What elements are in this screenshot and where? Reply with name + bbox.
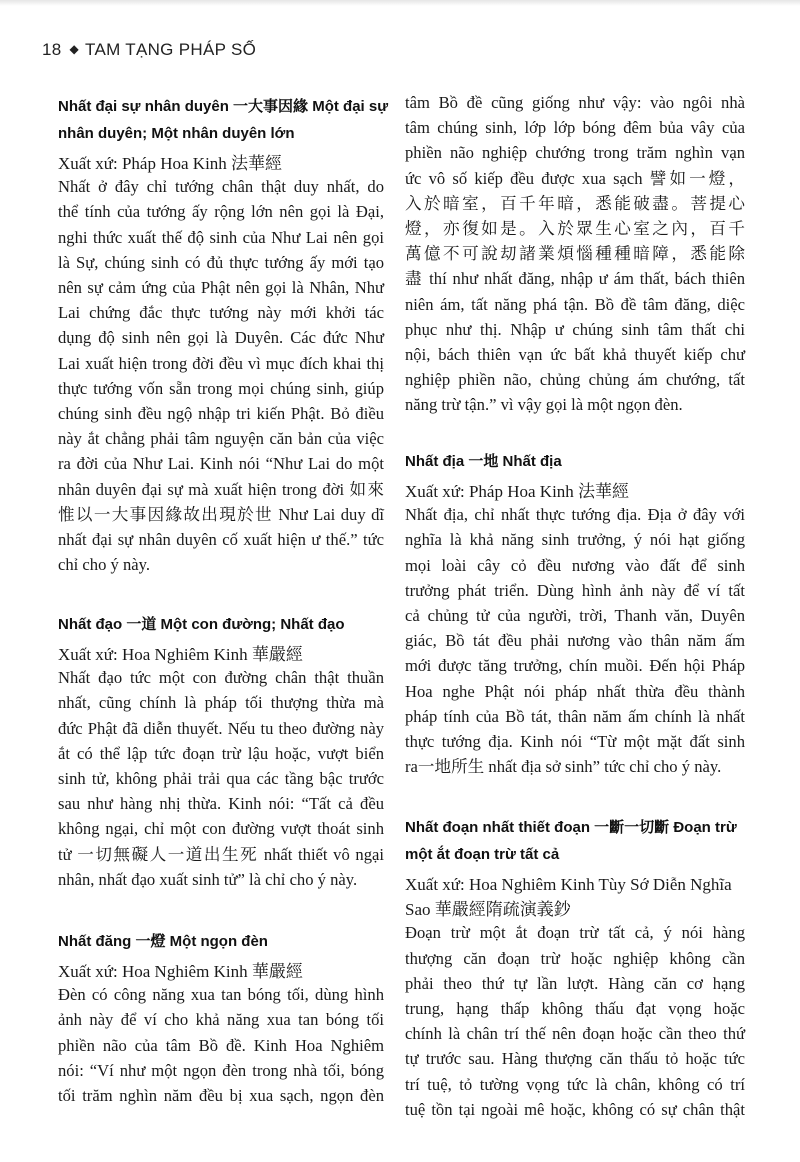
entry-source	[58, 642, 384, 667]
body-line: năng trừ tận.” vì vậy gọi là một ngọn đèn.	[405, 395, 683, 415]
body-line: giác, Bồ tát đều phải nương vào thân năm ấm	[405, 631, 745, 651]
source-line: Xuất xứ: Pháp Hoa Kinh 法華經	[405, 482, 630, 501]
body-line: Nhất đạo tức một con đường chân thật thuần	[58, 668, 384, 688]
entry-nhat-dai-su-nhan-duyen	[58, 93, 389, 577]
body-line: 盡 thí như nhất đăng, nhập ư ám thất, bách thiên	[405, 269, 745, 289]
body-line: 萬億不可說刧諸業煩惱種種暗障，悉能除	[405, 244, 745, 264]
body-line: ảnh này để ví cho khả năng xua tan bóng tối	[58, 1010, 384, 1030]
entry-source	[58, 151, 384, 176]
entry-body	[58, 982, 384, 1108]
source-line: Xuất xứ: Hoa Nghiêm Kinh 華嚴經	[58, 962, 303, 981]
body-line: chỉ cho ý này.	[58, 555, 151, 575]
body-line: là Sự, chúng sinh có đủ thực tướng ấy mới tạo	[58, 252, 384, 272]
book-title: TAM TẠNG PHÁP SỐ	[85, 40, 257, 59]
body-line: thực tướng vốn sẵn trong mọi chúng sinh, giúp	[58, 378, 384, 398]
source-line: Sao 華嚴經隋疏演義鈔	[405, 900, 571, 920]
entry-heading	[58, 928, 384, 955]
body-line: thể tính của tướng ấy rộng lớn nên gọi là Đại,	[58, 202, 384, 222]
heading-line: một ắt đoạn trừ tất cả	[405, 846, 560, 863]
heading-line: Nhất đại sự nhân duyên 一大事因緣 Một đại sự	[58, 98, 389, 115]
body-line: chúng sinh đều ngộ nhập tri kiến Phật. Bỏ điều	[58, 404, 384, 424]
body-line: thực tướng địa. Kinh nói “Từ một mặt đất sinh	[405, 732, 745, 752]
body-line: tâm chúng sinh, lớp lớp bóng đêm bủa vây của	[405, 118, 745, 138]
body-line: nhất đại sự nhân duyên cố xuất hiện ư thế.” tức	[58, 530, 384, 550]
body-line: nghiệp phiền não, chủng chủng ám chướng, tất	[405, 370, 745, 390]
body-line: không ngại, chỉ một con đường vượt thoát sinh	[58, 819, 384, 839]
body-line: phiền não của tâm Bồ đề. Kinh Hoa Nghiêm	[58, 1035, 384, 1055]
entry-body	[58, 174, 384, 577]
entry-heading	[405, 814, 745, 868]
entry-source	[58, 959, 384, 984]
entry-body	[58, 665, 384, 892]
body-line: mới được tăng trưởng, chín muồi. Đến hội Pháp	[405, 656, 745, 676]
body-line: Nhất địa, chỉ nhất thực tướng địa. Địa ở đây với	[405, 505, 745, 525]
entry-source	[405, 872, 745, 922]
body-line: Nhất ở đây chỉ tướng chân thật duy nhất, do	[58, 177, 384, 197]
body-line: pháp tính của Bồ tát, thân năm ấm chính là nhất	[405, 706, 745, 726]
body-line: Đoạn trừ một ắt đoạn trừ tất cả, ý nói hàng	[405, 923, 745, 943]
source-line: Xuất xứ: Hoa Nghiêm Kinh Tùy Sớ Diễn Nghĩa	[405, 875, 732, 894]
body-line: mọi loài cây cỏ đều nương vào đất để sinh	[405, 555, 745, 575]
page-number: 18	[42, 40, 62, 59]
entry-heading	[405, 448, 745, 475]
entry-body	[405, 920, 745, 1122]
page-edge-shadow	[0, 0, 800, 6]
entry-body	[405, 502, 745, 779]
body-line: nên sự cảm ứng của Phật nên gọi là Nhân, Như	[58, 278, 384, 298]
body-line: này ắt chẳng phải tâm nguyện căn bản của việc	[58, 429, 384, 449]
entry-nhat-dao	[58, 611, 384, 892]
body-line: ra đời của Như Lai. Kinh nói “Như Lai do một	[58, 454, 384, 474]
entry-body	[405, 90, 745, 418]
body-line: thượng căn đoạn trừ hoặc nghiệp không cần	[405, 948, 745, 968]
body-line: dụng độ sinh nên gọi là Duyên. Các đức Như	[58, 328, 384, 348]
body-line: trưởng phát triển. Dùng hình ảnh này để ví tất	[405, 580, 745, 600]
body-line: tuệ tồn tại ngoài mê hoặc, không có sự chân thật	[405, 1099, 745, 1119]
entry-source	[405, 479, 745, 504]
body-line: Hoa nghe Phật nói pháp nhất thừa đều thành	[405, 681, 745, 701]
source-line: Xuất xứ: Hoa Nghiêm Kinh 華嚴經	[58, 645, 303, 664]
body-line: ra一地所生 nhất địa sở sinh” tức chỉ cho ý này.	[405, 757, 722, 777]
body-line: sinh tử, không phải trải qua các tầng bậc trước	[58, 769, 384, 789]
heading-line: Nhất đạo 一道 Một con đường; Nhất đạo	[58, 616, 345, 633]
body-line: phải theo thứ tự lần lượt. Hàng căn cơ hạng	[405, 973, 745, 993]
entry-nhat-dang	[58, 928, 384, 1108]
source-line: Xuất xứ: Pháp Hoa Kinh 法華經	[58, 154, 283, 173]
body-line: ức vô số kiếp đều được xua sạch 譬如一燈，	[405, 168, 745, 188]
body-line: tự trước sau. Hàng thượng căn thấu tỏ hoặc tức	[405, 1049, 745, 1069]
body-line: phiền não nghiệp chướng trong trăm nghìn vạn	[405, 143, 745, 163]
body-line: Lai chứng đắc thực tướng này mới khởi tác	[58, 303, 384, 323]
entry-nhat-doan-nhat-thiet-doan	[405, 814, 745, 1122]
body-line: nói: “Ví như một ngọn đèn trong nhà tối, bóng	[58, 1060, 384, 1080]
heading-line: Nhất địa 一地 Nhất địa	[405, 453, 562, 470]
body-line: tối trăm nghìn năm đều bị xua sạch, ngọn đèn	[58, 1086, 384, 1106]
body-line: tâm Bồ đề cũng giống như vậy: vào ngôi nhà	[405, 93, 745, 112]
entry-heading	[58, 611, 384, 638]
body-line: trung, hạng thấp không thấu đạt vọng hoặc	[405, 999, 745, 1019]
body-line: cả chủng tử của người, trời, Thanh văn, Duyên	[405, 606, 745, 626]
body-line: trí tuệ, tỏ tường vọng tức là chân, không có trí	[405, 1074, 745, 1094]
body-line: nội, bách thiên vạn ức bất khả thuyết kiếp chư	[405, 345, 745, 365]
heading-line: Nhất đăng 一燈 Một ngọn đèn	[58, 933, 268, 950]
running-header	[42, 40, 256, 60]
body-line: phục như thị. Nhập ư chúng sinh tâm thất chi	[405, 319, 745, 339]
body-line: nghĩa là khả năng sinh trưởng, ý nói hạt giống	[405, 530, 745, 550]
body-line: nghi thức xuất thế độ sinh của Như Lai nên gọi	[58, 227, 384, 247]
entry-nhat-dang-continued	[405, 90, 745, 418]
entry-heading	[58, 93, 389, 147]
body-line: niên ám, tất năng phá tận. Bồ đề tâm đăng, diệc	[405, 294, 745, 314]
body-line: nhân duyên đại sự mà xuất hiện trong đời 如來	[58, 479, 384, 499]
heading-line: Nhất đoạn nhất thiết đoạn 一斷一切斷 Đoạn trừ	[405, 819, 737, 836]
body-line: sau như hàng nhị thừa. Kinh nói: “Tất cả đều	[58, 794, 384, 814]
body-line: nhân, nhất đạo xuất sinh tử” là chỉ cho ý này.	[58, 869, 358, 889]
heading-line: nhân duyên; Một nhân duyên lớn	[58, 125, 295, 142]
body-line: chính là chân trí thế nên đoạn hoặc cần theo thứ	[405, 1024, 745, 1044]
body-line: 燈，亦復如是。入於眾生心室之內，百千	[405, 219, 745, 239]
body-line: 惟以一大事因緣故出現於世 Như Lai duy dĩ	[58, 504, 384, 524]
body-line: Lai xuất hiện trong đời đều vì mục đích khai thị	[58, 353, 384, 373]
body-line: 入於暗室，百千年暗，悉能破盡。菩提心	[405, 193, 745, 213]
body-line: đức Phật đã diễn thuyết. Nếu tu theo đường này	[58, 718, 384, 738]
body-line: ắt có thể lập tức đoạn trừ lậu hoặc, vượt biển	[58, 743, 384, 763]
body-line: nhất, cũng chính là pháp tối thượng thừa mà	[58, 693, 384, 713]
body-line: tử 一切無礙人一道出生死 nhất thiết vô ngại	[58, 844, 384, 864]
diamond-separator-icon: ◆	[69, 42, 80, 56]
entry-nhat-dia	[405, 448, 745, 779]
body-line: Đèn có công năng xua tan bóng tối, dùng hình	[58, 985, 384, 1005]
